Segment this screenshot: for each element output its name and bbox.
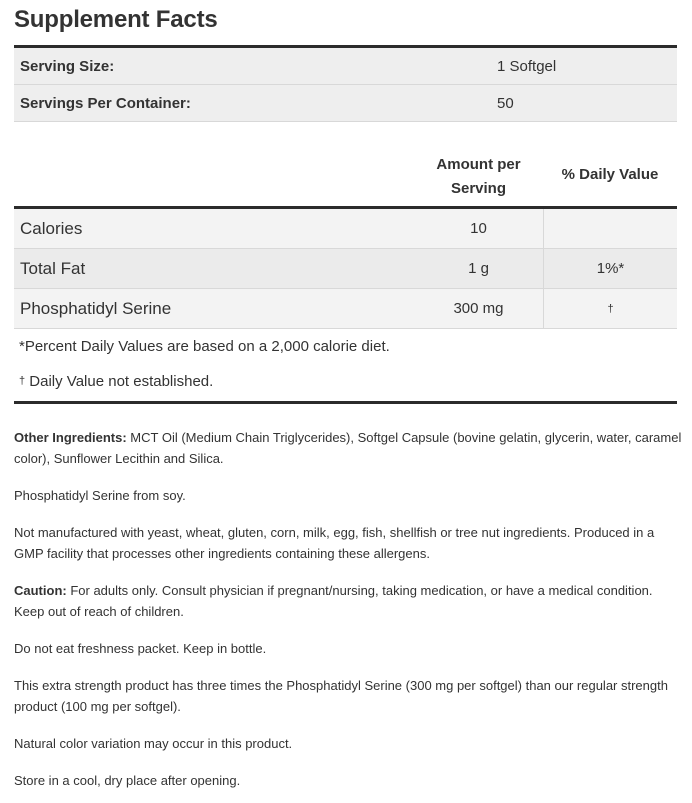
nutrient-table [14,206,677,329]
percent-daily-footnote: *Percent Daily Values are based on a 2,000 calorie diet. [19,338,390,355]
servings-per-container-label: Servings Per Container: [20,94,191,112]
storage-note: Store in a cool, dry place after opening. [14,773,241,788]
section-divider [14,401,677,404]
dagger-footnote [14,373,677,390]
dagger-symbol: † [19,375,26,387]
table-row [14,289,677,329]
dagger-footnote-text: Daily Value not established. [29,373,214,390]
color-note: Natural color variation may occur in this product. [14,736,293,751]
nutrient-amount: 300 mg [453,300,504,317]
servings-per-container-value: 50 [497,94,514,112]
other-ingredients-label: Other Ingredients: [14,430,127,445]
table-row [14,209,677,249]
page-title: Supplement Facts [14,6,218,33]
strength-note: This extra strength product has three times the Phosphatidyl Serine (300 mg per softgel) than our regular strength product (100 mg per softgel). [14,678,668,714]
serving-size-value: 1 Softgel [497,57,557,75]
nutrient-daily-value: † [543,289,677,328]
amount-per-serving-header: Amount per Serving [436,156,521,197]
serving-table [14,45,677,122]
allergen-note: Not manufactured with yeast, wheat, gluten, corn, milk, egg, fish, shellfish or tree nut ingredients. Produced in a GMP facility that processes other ingredients containing these allergens. [14,525,655,561]
other-ingredients-text: MCT Oil (Medium Chain Triglycerides), Softgel Capsule (bovine gelatin, glycerin, water, caramel color), Sunflower Lecithin and Silica. [14,430,682,466]
servings-per-container-row [14,85,677,122]
serving-size-row [14,48,677,85]
nutrient-name: Phosphatidyl Serine [20,298,172,318]
nutrient-amount: 10 [470,220,487,237]
nutrient-daily-value [543,209,677,248]
daily-value-header: % Daily Value [561,166,659,183]
nutrient-table-header [14,150,677,206]
table-row [14,249,677,289]
other-ingredients [14,427,684,469]
nutrient-daily-value: 1%* [543,249,677,288]
nutrient-name: Total Fat [20,258,86,278]
soy-note: Phosphatidyl Serine from soy. [14,488,186,503]
caution-text: For adults only. Consult physician if pregnant/nursing, taking medication, or have a medical condition. Keep out of reach of children. [14,583,653,619]
serving-size-label: Serving Size: [20,57,115,75]
caution [14,580,684,622]
caution-label: Caution: [14,583,67,598]
freshness-note: Do not eat freshness packet. Keep in bottle. [14,641,267,656]
nutrient-name: Calories [20,218,83,238]
nutrient-amount: 1 g [468,260,489,277]
